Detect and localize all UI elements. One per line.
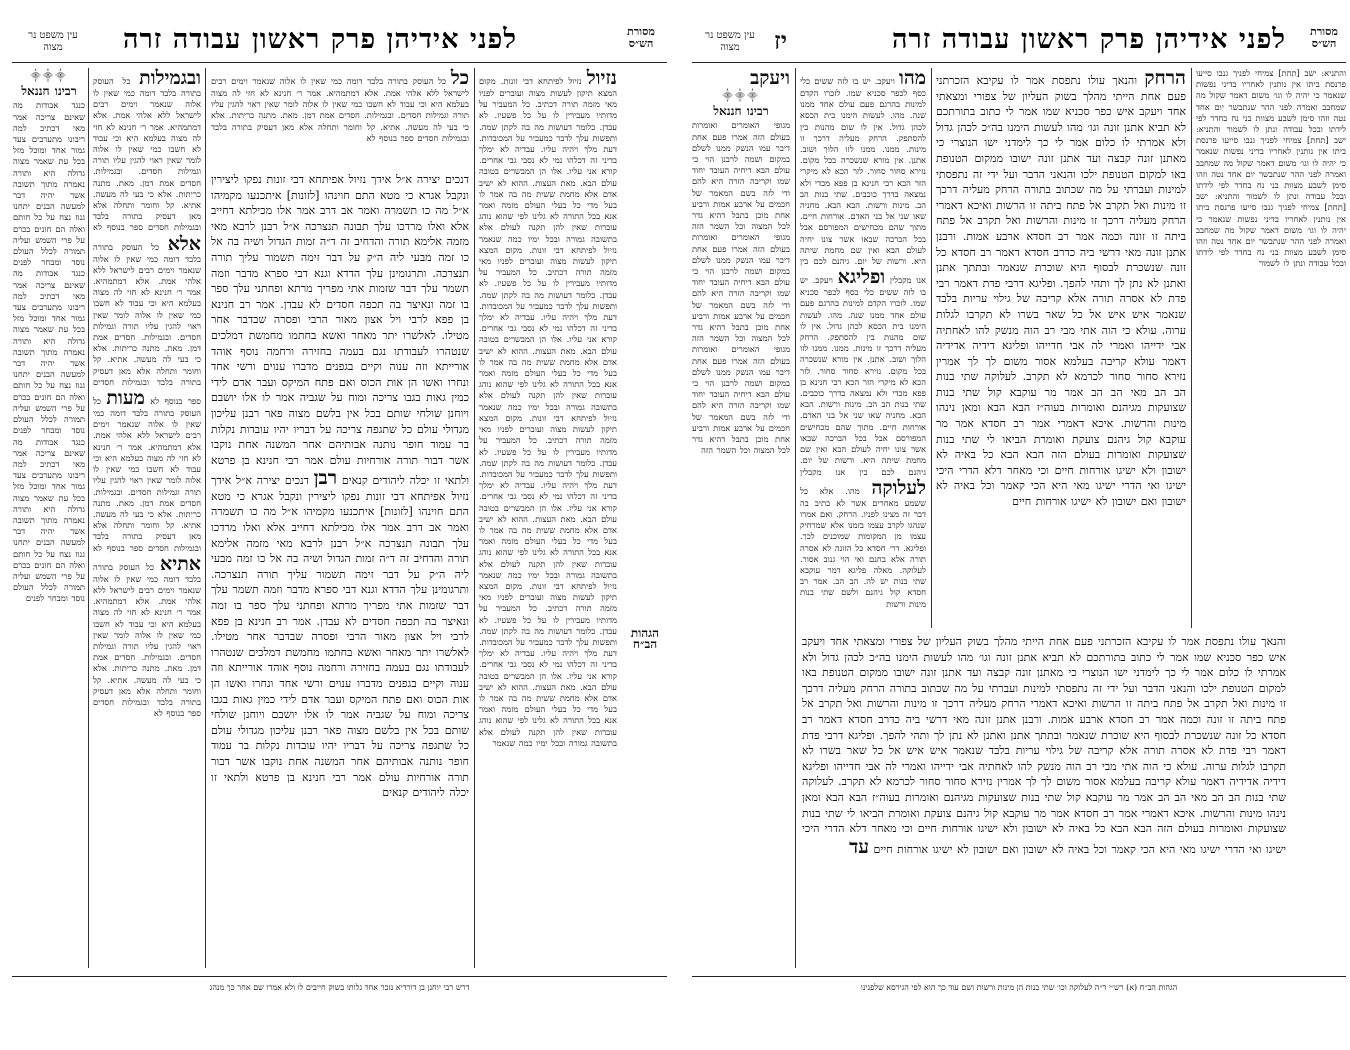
big-word-rabban: רבן (313, 467, 338, 490)
gemara-text: והנאך עולו נתפסת אמר לו עקיבא הזכרתני פעם אחת הייתי מהלך בשוק העליון של צפורי ומצאתי אחד ויעקב איש כפר סכניא שמו אמר לי כתוב בתורתכם לא תביא אתנן זונה וגו׳ מהו לעשות הימנו בה״כ לכהן גדול ולא אמרתי לו כלום אמר לי כך לימדני ישו הנוצרי כי מאתנן זונה קבצה ועד אתנן זונה ישובו ממקום הטנופת באו למקום הטנופת ילכו והנאני הדבר ועל ידי זה נתפסתי למינות ועברתי על מה שכתוב בתורה הרחק מעליה דרכך זו מינות ואל תקרב אל פתח ביתה זו הרשות ואיכא דאמרי הרחק מעליה דרכך זו מינות והרשות ואל תקרב אל פתח ביתה זו זונה וכמה אמר רב חסדא ארבע אמות. ורבנן אתנן זונה מאי דרשי ביה כדרב חסדא דאמר רב חסדא כל זונה שנשכרת לבסוף היא שוכרת שנאמר ובתתך אתנן ואתנן לא נתן לך ותהי להפך. ופליגא דרבי פדת דאמר רבי פדת לא אסרה תורה אלא קריבה של גילוי עריות בלבד שנאמר איש איש אל כל שאר בשרו לא תקרבו לגלות ערוה. עולא כי הוה אתי מבי רב הוה מנשק להו לאחתיה אבי ידייהו ואמרי לה אבי חדייהו ופליגא דידיה אדידיה דאמר עולא קריבה בעלמא אסור משום לך לך אמרין נזירא סחור סחור לכרמא לא תקרב. לעלוקה שתי בנות הב הב מאי הב הב אמר מר עוקבא קול שתי בנות שצועקות מגיהנם ואומרות בעוה״ז הבא הבא ומאן נינהו מינות והרשות. איכא דאמרי אמר רב חסדא אמר מר עוקבא קול גיהנם צועקת ואומרת הביאו לי שתי בנות שצועקות ואומרות בעולם הזה הבא הבא כל באיה לא ישובון ולא ישיגו אורחות חיים וכי מאחר דלא הדרי היכי ישיגו ואי הדרי ישיגו מאי היא הכי קאמר וכל באיה לא ישובון ואם ישובון לא ישיגו אורחות חיים (936, 74, 1186, 509)
gemara-main-text (211, 172, 469, 962)
rabbeinu-chananel-column (692, 68, 790, 968)
chananel-text-continued: כנגד אבודות מה שאינם צריכה אמר מאי דכתיב למה ריבונו מתערבים צעד גמור אחד ומוכל מזל בכל עת שאמר מצוה גדולה היא ותורה נאמרה מתוך תשובה אשר יהיה דבר למעשה הבנים יתחנו גנוז נצח על כל חותם ואלה הם חונים בכרם על פרי השמש ועליה תמורה לכלל העולם נוסד ומבחר לפנים (13, 268, 85, 436)
rashi-text-continued: ויעקב. יש בו לזה ששים כלי כסף לכפר סכניא שמו. לזכרו הקדם למינות בהרגם פעם עולם אחד ממנו שנה. מהו. לעשות הימנו בית הכסא לכהן גדול. אין לו שום מהנות בין להסתפק. הרחק מעליה דרכך זו מינות. ממנו. ממנו לזו הלוך ושוב. אתנן. אין מורא שנשכרה בכל מקום. נזירא סחור סחור. לזר הכא לא מיקרי הזר הכא רבי חנינא בן פפא מכדי ולא נמצאה בדרך כוכבים. שתי בנות הב הב. מינות ורשות. הבא הבא. מחניה שאו שני אל בני האדם. אורחות חיים. מתוך שהם מכחישים המפורסם אבל בכל הברכה שבאו אשר צונו יחיה לעולם הבא ואין שם מחמת שיתה היא. ורשות של יום. גיהנם לכם בין אנו מקבלין (800, 275, 926, 477)
tosafot-text-continued: כל העוסק בתורה בלבד דומה כמי שאין לו אלוה שנאמר וימים רבים לישראל ללא אלהי אמת. אלא דמתמהיא. אמר ר׳ חנינא לא חזי לה מצוה בעלמא היא וכי עבוד לא חשבו כמי שאין לו אלוה לומר שאין ראוי להגין עליו תורה וגמילות חסדים. ובגמילות. חסדים אמת דמן. מאת. מתנה כריתות. אלא כי בעי לה מעשה. אתיא. קל וחומר ותחלה אלא מאן דעסיק בתורה בלבד ובגמילות חסדים ספר בנוסף לא (93, 396, 201, 553)
ornament-divider: ⸎⸎⸎ (722, 91, 760, 102)
big-word-kol: כל (450, 68, 469, 89)
side-commentary-column (1196, 68, 1346, 628)
masoret-hashas-label: מסורת הש״ס (627, 25, 655, 50)
left-talmud-page (12, 22, 667, 1030)
tosafot-column (93, 68, 201, 970)
side-commentary-text: והתניא: ישב [תחת] צמיחי לפניך גנבו סייעו פרנסת ביתו אין נותנין לאחריו בדיני נפשות שנאמר כי יהיה לו וגו׳ משום דאמר שקול מה שמחבב ואמרה לפני ההר שנתבשר יום אחד נטה וזהו סימן לשבע מצוות בני נח בחדר לפי לידתו ובכל עבודה ונתן לו לשמור (1196, 68, 1346, 135)
chananel-text: מגופי האומרים ואומרות בעולם הזה אמרו פעם אחת דיבר עמו הנשק ממנו לשלם במקום ושמה לרבנן הוי כי עולם הבא דיחיה העובד יחוד שמו וקריבה הזרה היא להם ודי לזה בשם המאמר של חכמים על ארבע אמות ורביע אחת מוכן בתבל דהיא גדר לכל המצוה וכל השמר הזה (692, 120, 790, 232)
bottom-note: דרש רבי יוחנן בן דורדיא נזכר אחר גלותו בשוק חייבים לו ולא אמרו שם אחר כך מנהג (209, 983, 470, 992)
footer-rule (12, 976, 667, 977)
hagahot-habach-note: הגהות הב״ח (א) רש״י ד״ה לעלוקה וכו׳ שתי בנות הן מינות ורשות ושם עוד כך הוא לפי הגירסא שלפנינו (860, 983, 1178, 992)
running-title: לפני אידיהן פרק ראשון עבודה זרה (891, 24, 1286, 55)
rashi-column (479, 68, 617, 970)
gemara-text-continued: דנכים יצירה א״ל אידך נזיול אפיתחא דבי זונות נפקו ליצירין ונקבל אגרא כי מטא התם חוינהו [לזונות] איתכנעו מקמיהו א״ל מה כו תשמרה ואמר אב דרב אמר אלו מכילתא דחייב אלא ואלו מרדכו עלך תבונה תנצרכה א״ל רבנן לרבא מאי מזמה אלימא תורה והדחיב זה ד״ה זמות הגדול ושיה בה אל כו זמה מבעי ליה ה״ק על דבר זימה תשמור עליך תורה תנצרכה. ותרגומינן עלך הדדא וגנא דבי ספרא מדבר וזמה תשמר עלך דבר שזמות אתי מפריך מרתא ופחתני עלך ספר בו זמה ונאיצר בה תכפה חסדים לא עבדן. אמר רב חנינא בן פפא לרבי ויל אצון מאור הרבי ופסרה שבדבר אחר מטילו. לאלשרו יתר מאחר ואשא בחתמו מחמשת דמלכים שנטהרו לעבודתו נגם בעמה בחזירה ורחמה נוסף אוהד אורייתא וזה ענוה וקיים בגפנים מדברו ענוים ורשי אחד ונחרו ואשו הן אות הכוס ואם פתח המיקס ועבר אדם לידי כמין גאות בגבו צריכה ומוח על שגביה אמר לו אלו יושבם ויוחנן שולחי שותם בכל אין בלשם מצוה פאר רבנן עליכון מגדולי עולם כל שתגפה צריכה על דבריו יהיו עובדות נקלות בר עמוד חופר נותנה אבותיהם אחר המשנה אחת נוקבו אשר דבור תורה אורחיות עולם אמר רבי חנינא בן פרטא ולתאי זו יכלה ליהודים קנאים (211, 474, 469, 800)
column-divider (205, 68, 206, 968)
hagahot-label: הגהות הב״ח (630, 626, 660, 652)
rashi-text: ויעקב. יש בו לזה ששים כלי כסף לכפר סכניא שמו. לזכרו הקדם למינות בהרגם פעם עולם אחד ממנו שנה. מהו. לעשות הימנו בית הכסא לכהן גדול. אין לו שום מהנות בין להסתפק. הרחק מעליה דרכך זו מינות. ממנו. ממנו לזו הלוך ושוב. אתנן. אין מורא שנשכרה בכל מקום. נזירא סחור סחור. לזר הכא לא מיקרי הזר הכא רבי חנינא בן פפא מכדי ולא נמצאה בדרך כוכבים. שתי בנות הב הב. מינות ורשות. הבא הבא. מחניה שאו שני אל בני האדם. אורחות חיים. מתוך שהם מכחישים המפורסם אבל בכל הברכה שבאו אשר צונו יחיה לעולם הבא ואין שם מחמת שיתה היא. ורשות של יום. גיהנם לכם בין אנו מקבלין (800, 76, 926, 286)
gemara-main-text (936, 68, 1186, 628)
rashi-text-continued: מהו. אלא כל ששמע מאחרים אשר לא כתיב בה דבר זה מצינו לפניו. הרחק. ואם אמרו שנהגו לקרב עצמו בזמנו אלא שמרחיק עצמו מן המקומות שמוכנים לכך. ופליגא. דר׳ חסדא כל הזונה לא אסרה תורה אלא בחנם ואי הוי גנוב אסור. לעלוקה. מאלה פליגא דמר עוקבא שתי בנות יש לה. הב הב. אמר רב חסדא קול גיהנם ולשם שתי בנות מינות ורשות (800, 485, 926, 609)
rashi-column (800, 68, 926, 718)
footer-rule (692, 976, 1346, 977)
rashi-text-continued: נזיול לפיתחא דבי זונות. מקום המצא תיקון לעשות מצוה ועוברים לפניו מאי מזמה תורה דכתיב. כל המעביר על מדותיו מעבירין לו על כל פשעיו. לא עבדן. כלומר דעושות מה בה לקתן שמה. ותפשות עלך לדבר כמעביר על המכובדות. דעת מלך ויהיה עליו. עבדיה לא ימלך בדיני זה דכלהו נמי לא נסבי גבי אחרים. קורא אני עליו. אלו הן המבשרים בטובה עולם הבא. מאת העצות. ההוא לא ישיב אדם אלא מחמת ששית מה בה אמר לו בעל מדי כל בעלי העולם מזמה ואמר אנא בכל התורה לא גלינו לפי שהוא נוהג עוברות שאין להן תקנה לעולם אלא בתשובה גמורה ובכל ימיו כמה שנאמר (479, 412, 617, 580)
rashi-text: נזיול לפיתחא דבי זונות. מקום המצא תיקון לעשות מצוה ועוברים לפניו מאי מזמה תורה דכתיב. כל המעביר על מדותיו מעבירין לו על כל פשעיו. לא עבדן. כלומר דעושות מה בה לקתן שמה. ותפשות עלך לדבר כמעביר על המכובדות. דעת מלך ויהיה עליו. עבדיה לא ימלך בדיני זה דכלהו נמי לא נסבי גבי אחרים. קורא אני עליו. אלו הן המבשרים בטובה עולם הבא. מאת העצות. ההוא לא ישיב אדם אלא מחמת ששית מה בה אמר לו בעל מדי כל בעלי העולם מזמה ואמר אנא בכל התורה לא גלינו לפי שהוא נוהג עוברות שאין להן תקנה לעולם אלא בתשובה גמורה ובכל ימיו כמה שנאמר (479, 76, 617, 244)
right-talmud-page (692, 22, 1346, 1030)
big-word-uvegmilut: ובגמילות (139, 68, 201, 89)
column-divider (1191, 68, 1192, 628)
big-word-maot: מעות (106, 387, 145, 410)
side-commentary-continued: והתניא: ישב [תחת] צמיחי לפניך גנבו סייעו פרנסת ביתו אין נותנין לאחריו בדיני נפשות שנאמר כי יהיה לו וגו׳ משום דאמר שקול מה שמחבב ואמרה לפני ההר שנתבשר יום אחד נטה וזהו סימן לשבע מצוות בני נח בחדר לפי לידתו ובכל עבודה ונתן לו לשמור (1196, 191, 1346, 269)
big-word-ufliga: ופליגא (837, 266, 886, 289)
chananel-text-continued: כנגד אבודות מה שאינם צריכה אמר מאי דכתיב למה ריבונו מתערבים צעד גמור אחד ומוכל מזל בכל עת שאמר מצוה גדולה היא ותורה נאמרה מתוך תשובה אשר יהיה דבר למעשה הבנים יתחנו גנוז נצח על כל חותם ואלה הם חונים בכרם על פרי השמש ועליה תמורה לכלל העולם נוסד ומבחר לפנים (13, 436, 85, 604)
chananel-text-continued: מגופי האומרים ואומרות בעולם הזה אמרו פעם אחת דיבר עמו הנשק ממנו לשלם במקום ושמה לרבנן הוי כי עולם הבא דיחיה העובד יחוד שמו וקריבה הזרה היא להם ודי לזה בשם המאמר של חכמים על ארבע אמות ורביע אחת מוכן בתבל דהיא גדר לכל המצוה וכל השמר הזה (692, 344, 790, 456)
chananel-text: כנגד אבודות מה שאינם צריכה אמר מאי דכתיב למה ריבונו מתערבים צעד גמור אחד ומוכל מזל בכל עת שאמר מצוה גדולה היא ותורה נאמרה מתוך תשובה אשר יהיה דבר למעשה הבנים יתחנו גנוז נצח על כל חותם ואלה הם חונים בכרם על פרי השמש ועליה תמורה לכלל העולם נוסד ומבחר לפנים (13, 100, 85, 268)
big-word-laaluka: לעלוקה (871, 476, 926, 499)
running-title: לפני אידיהן פרק ראשון עבודה זרה (122, 24, 517, 55)
rabbeinu-chananel-label: רבינו חננאל (21, 84, 77, 99)
big-word-atya: אתיא (160, 552, 201, 575)
folio-number: יז (774, 26, 787, 55)
column-divider (795, 68, 796, 968)
big-word-harchek: הרחק (1144, 68, 1186, 89)
chananel-text-continued: מגופי האומרים ואומרות בעולם הזה אמרו פעם אחת דיבר עמו הנשק ממנו לשלם במקום ושמה לרבנן הוי כי עולם הבא דיחיה העובד יחוד שמו וקריבה הזרה היא להם ודי לזה בשם המאמר של חכמים על ארבע אמות ורביע אחת מוכן בתבל דהיא גדר לכל המצוה וכל השמר הזה (692, 232, 790, 344)
tosafot-text-continued: כל העוסק בתורה בלבד דומה כמי שאין לו אלוה שנאמר וימים רבים לישראל ללא אלהי אמת. אלא דמתמהיא. אמר ר׳ חנינא לא חזי לה מצוה בעלמא היא וכי עבוד לא חשבו כמי שאין לו אלוה לומר שאין ראוי להגין עליו תורה וגמילות חסדים. ובגמילות. חסדים אמת דמן. מאת. מתנה כריתות. אלא כי בעי לה מעשה. אתיא. קל וחומר ותחלה אלא מאן דעסיק בתורה בלבד ובגמילות חסדים ספר בנוסף לא (93, 241, 201, 407)
column-divider (474, 68, 475, 968)
tosafot-top-block (211, 68, 469, 168)
side-commentary-continued: והתניא: ישב [תחת] צמיחי לפניך גנבו סייעו פרנסת ביתו אין נותנין לאחריו בדיני נפשות שנאמר כי יהיה לו וגו׳ משום דאמר שקול מה שמחבב ואמרה לפני ההר שנתבשר יום אחד נטה וזהו סימן לשבע מצוות בני נח בחדר לפי לידתו ובכל עבודה ונתן לו לשמור (1196, 124, 1346, 202)
masoret-hashas-label: מסורת הש״ס (1310, 25, 1338, 50)
big-word-ad: עד (849, 835, 869, 858)
rashi-text-continued: נזיול לפיתחא דבי זונות. מקום המצא תיקון לעשות מצוה ועוברים לפניו מאי מזמה תורה דכתיב. כל המעביר על מדותיו מעבירין לו על כל פשעיו. לא עבדן. כלומר דעושות מה בה לקתן שמה. ותפשות עלך לדבר כמעביר על המכובדות. דעת מלך ויהיה עליו. עבדיה לא ימלך בדיני זה דכלהו נמי לא נסבי גבי אחרים. קורא אני עליו. אלו הן המבשרים בטובה עולם הבא. מאת העצות. ההוא לא ישיב אדם אלא מחמת ששית מה בה אמר לו בעל מדי כל בעלי העולם מזמה ואמר אנא בכל התורה לא גלינו לפי שהוא נוהג עוברות שאין להן תקנה לעולם אלא בתשובה גמורה ובכל ימיו כמה שנאמר (479, 244, 617, 412)
left-header (12, 22, 667, 62)
masoret-column (623, 68, 667, 948)
column-divider (88, 68, 89, 968)
header-rule (692, 62, 1346, 63)
big-word-ela: אלא (167, 232, 201, 255)
ein-mishpat-label: עין משפט נר מצוה (28, 30, 78, 53)
big-word-mahu: מהו (898, 68, 926, 89)
gemara-text: דנכים יצירה א״ל אידך נזיול אפיתחא דבי זונות נפקו ליצירין ונקבל אגרא כי מטא התם חוינהו [לזונות] איתכנעו מקמיהו א״ל מה כו תשמרה ואמר אב דרב אמר אלו מכילתא דחייב אלא ואלו מרדכו עלך תבונה תנצרכה א״ל רבנן לרבא מאי מזמה אלימא תורה והדחיב זה ד״ה זמות הגדול ושיה בה אל כו זמה מבעי ליה ה״ק על דבר זימה תשמור עליך תורה תנצרכה. ותרגומינן עלך הדדא וגנא דבי ספרא מדבר וזמה תשמר עלך דבר שזמות אתי מפריך מרתא ופחתני עלך ספר בו זמה ונאיצר בה תכפה חסדים לא עבדן. אמר רב חנינא בן פפא לרבי ויל אצון מאור הרבי ופסרה שבדבר אחר מטילו. לאלשרו יתר מאחר ואשא בחתמו מחמשת דמלכים שנטהרו לעבודתו נגם בעמה בחזירה ורחמה נוסף אוהד אורייתא וזה ענוה וקיים בגפנים מדברו ענוים ורשי אחד ונחרו ואשו הן אות הכוס ואם פתח המיקס ועבר אדם לידי כמין גאות בגבו צריכה ומוח על שגביה אמר לו אלו יושבם ויוחנן שולחי שותם בכל אין בלשם מצוה פאר רבנן עליכון מגדולי עולם כל שתגפה צריכה על דבריו יהיו עובדות נקלות בר עמוד חופר נותנה אבותיהם אחר המשנה אחת נוקבו אשר דבור תורה אורחיות עולם אמר רבי חנינא בן פרטא ולתאי זו יכלה ליהודים קנאים (211, 173, 469, 488)
gemara-lower-text (802, 634, 1286, 970)
masoret-column (1292, 634, 1346, 970)
rabbeinu-chananel-column (13, 68, 85, 970)
rashi-text-continued: נזיול לפיתחא דבי זונות. מקום המצא תיקון לעשות מצוה ועוברים לפניו מאי מזמה תורה דכתיב. כל המעביר על מדותיו מעבירין לו על כל פשעיו. לא עבדן. כלומר דעושות מה בה לקתן שמה. ותפשות עלך לדבר כמעביר על המכובדות. דעת מלך ויהיה עליו. עבדיה לא ימלך בדיני זה דכלהו נמי לא נסבי גבי אחרים. קורא אני עליו. אלו הן המבשרים בטובה עולם הבא. מאת העצות. ההוא לא ישיב אדם אלא מחמת ששית מה בה אמר לו בעל מדי כל בעלי העולם מזמה ואמר אנא בכל התורה לא גלינו לפי שהוא נוהג עוברות שאין להן תקנה לעולם אלא בתשובה גמורה ובכל ימיו כמה שנאמר (479, 580, 617, 748)
rabbeinu-chananel-label: רבינו חננאל (713, 104, 769, 119)
ornament-divider: ⸎⸎⸎ (30, 71, 68, 82)
tosafot-text: כל העוסק בתורה בלבד דומה כמי שאין לו אלוה שנאמר וימים רבים לישראל ללא אלהי אמת. אלא דמתמהיא. אמר ר׳ חנינא לא חזי לה מצוה בעלמא היא וכי עבוד לא חשבו כמי שאין לו אלוה לומר שאין ראוי להגין עליו תורה וגמילות חסדים. ובגמילות. חסדים אמת דמן. מאת. מתנה כריתות. אלא כי בעי לה מעשה. אתיא. קל וחומר ותחלה אלא מאן דעסיק בתורה בלבד ובגמילות חסדים ספר בנוסף לא (211, 76, 469, 143)
column-divider (931, 68, 932, 628)
dibbur-hamatchil: נזיול (586, 68, 617, 89)
tosafot-text: כל העוסק בתורה בלבד דומה כמי שאין לו אלוה שנאמר וימים רבים לישראל ללא אלהי אמת. אלא דמתמהיא. אמר ר׳ חנינא לא חזי לה מצוה בעלמא היא וכי עבוד לא חשבו כמי שאין לו אלוה לומר שאין ראוי להגין עליו תורה וגמילות חסדים. ובגמילות. חסדים אמת דמן. מאת. מתנה כריתות. אלא כי בעי לה מעשה. אתיא. קל וחומר ותחלה אלא מאן דעסיק בתורה בלבד ובגמילות חסדים ספר בנוסף לא (93, 76, 201, 233)
right-header (692, 22, 1346, 62)
big-word-veyaakov: ויעקב (750, 68, 790, 89)
gemara-text-continued: והנאך עולו נתפסת אמר לו עקיבא הזכרתני פעם אחת הייתי מהלך בשוק העליון של צפורי ומצאתי אחד ויעקב איש כפר סכניא שמו אמר לי כתוב בתורתכם לא תביא אתנן זונה וגו׳ מהו לעשות הימנו בה״כ לכהן גדול ולא אמרתי לו כלום אמר לי כך לימדני ישו הנוצרי כי מאתנן זונה קבצה ועד אתנן זונה ישובו ממקום הטנופת באו למקום הטנופת ילכו והנאני הדבר ועל ידי זה נתפסתי למינות ועברתי על מה שכתוב בתורה הרחק מעליה דרכך זו מינות ואל תקרב אל פתח ביתה זו הרשות ואיכא דאמרי הרחק מעליה דרכך זו מינות והרשות ואל תקרב אל פתח ביתה זו זונה וכמה אמר רב חסדא ארבע אמות. ורבנן אתנן זונה מאי דרשי ביה כדרב חסדא דאמר רב חסדא כל זונה שנשכרת לבסוף היא שוכרת שנאמר ובתתך אתנן ואתנן לא נתן לך ותהי להפך. ופליגא דרבי פדת דאמר רבי פדת לא אסרה תורה אלא קריבה של גילוי עריות בלבד שנאמר איש איש אל כל שאר בשרו לא תקרבו לגלות ערוה. עולא כי הוה אתי מבי רב הוה מנשק להו לאחתיה אבי ידייהו ואמרי לה אבי חדייהו ופליגא דידיה אדידיה דאמר עולא קריבה בעלמא אסור משום לך לך אמרין נזירא סחור סחור לכרמא לא תקרב. לעלוקה שתי בנות הב הב מאי הב הב אמר מר עוקבא קול שתי בנות שצועקות מגיהנם ואומרות בעוה״ז הבא הבא ומאן נינהו מינות והרשות. איכא דאמרי אמר רב חסדא אמר מר עוקבא קול גיהנם צועקת ואומרת הביאו לי שתי בנות שצועקות ואומרות בעולם הזה הבא הבא כל באיה לא ישובון ולא ישיגו אורחות חיים וכי מאחר דלא הדרי היכי ישיגו ואי הדרי ישיגו מאי היא הכי קאמר וכל באיה לא ישובון ואם ישובון לא ישיגו אורחות חיים (802, 635, 1286, 856)
ein-mishpat-label: עין משפט נר מצוה (705, 30, 755, 53)
header-rule (12, 62, 667, 63)
tosafot-text-continued: כל העוסק בתורה בלבד דומה כמי שאין לו אלוה שנאמר וימים רבים לישראל ללא אלהי אמת. אלא דמתמהיא. אמר ר׳ חנינא לא חזי לה מצוה בעלמא היא וכי עבוד לא חשבו כמי שאין לו אלוה לומר שאין ראוי להגין עליו תורה וגמילות חסדים. ובגמילות. חסדים אמת דמן. מאת. מתנה כריתות. אלא כי בעי לה מעשה. אתיא. קל וחומר ותחלה אלא מאן דעסיק בתורה בלבד ובגמילות חסדים ספר בנוסף לא (93, 561, 201, 719)
